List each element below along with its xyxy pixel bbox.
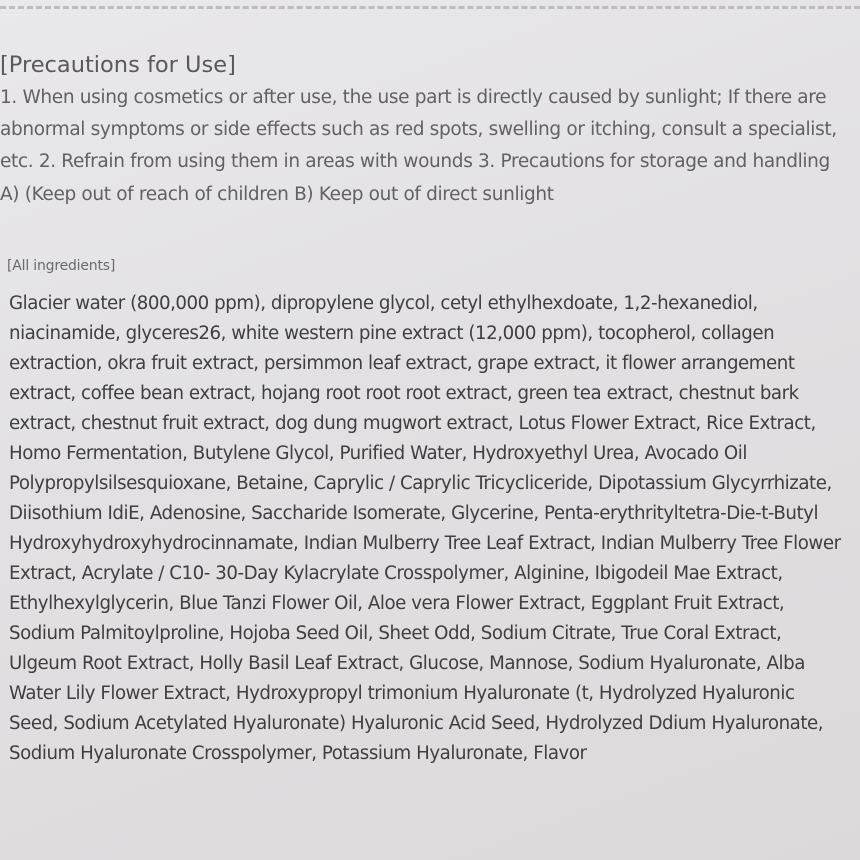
dashed-separator [0, 6, 860, 9]
precautions-title: [Precautions for Use] [0, 52, 236, 78]
ingredients-list: Glacier water (800,000 ppm), dipropylene glycol, cetyl ethylhexdoate, 1,2-hexanediol, niacinamide, glyceres26, white western pine extract (12,000 ppm), tocopherol, collagen extraction, okra fruit extract, persimmon leaf extract, grape extract, it flower arrangement extract, coffee bean extract, hojang root root root extract, green tea extract, chestnut bark extract, chestnut fruit extract, dog dung mugwort extract, Lotus Flower Extract, Rice Extract, Homo Fermentation, Butylene Glycol, Purified Water, Hydroxyethyl Urea, Avocado Oil Polypropylsilsesquioxane, Betaine, Caprylic / Caprylic Tricycliceride, Dipotassium Glycyrrhizate, Diisothium IdiE, Adenosine, Saccharide Isomerate, Glycerine, Penta-erythrityltetra-Die-t-Butyl Hydroxyhydroxyhydrocinnamate, Indian Mulberry Tree Leaf Extract, Indian Mulberry Tree Flower Extract, Acrylate / C10- 30-Day Kylacrylate Crosspolymer, Alginine, Ibigodeil Mae Extract, Ethylhexylglycerin, Blue Tanzi Flower Oil, Aloe vera Flower Extract, Eggplant Fruit Extract, Sodium Palmitoylproline, Hojoba Seed Oil, Sheet Odd, Sodium Citrate, True Coral Extract, Ulgeum Root Extract, Holly Basil Leaf Extract, Glucose, Mannose, Sodium Hyaluronate, Alba Water Lily Flower Extract, Hydroxypropyl trimonium Hyaluronate (t, Hydrolyzed Hyaluronic Seed, Sodium Acetylated Hyaluronate) Hyaluronic Acid Seed, Hydrolyzed Ddium Hyaluronate, Sodium Hyaluronate Crosspolymer, Potassium Hyaluronate, Flavor [9, 293, 841, 764]
precautions-section [0, 48, 850, 211]
ingredients-title: [All ingredients] [7, 258, 116, 274]
precautions-text: 1. When using cosmetics or after use, the use part is directly caused by sunlight; If there are abnormal symptoms or side effects such as red spots, swelling or itching, consult a specialist, etc. 2. Refrain from using them in areas with wounds 3. Precautions for storage and handling A) (Keep out of reach of children B) Keep out of direct sunlight [0, 87, 837, 205]
